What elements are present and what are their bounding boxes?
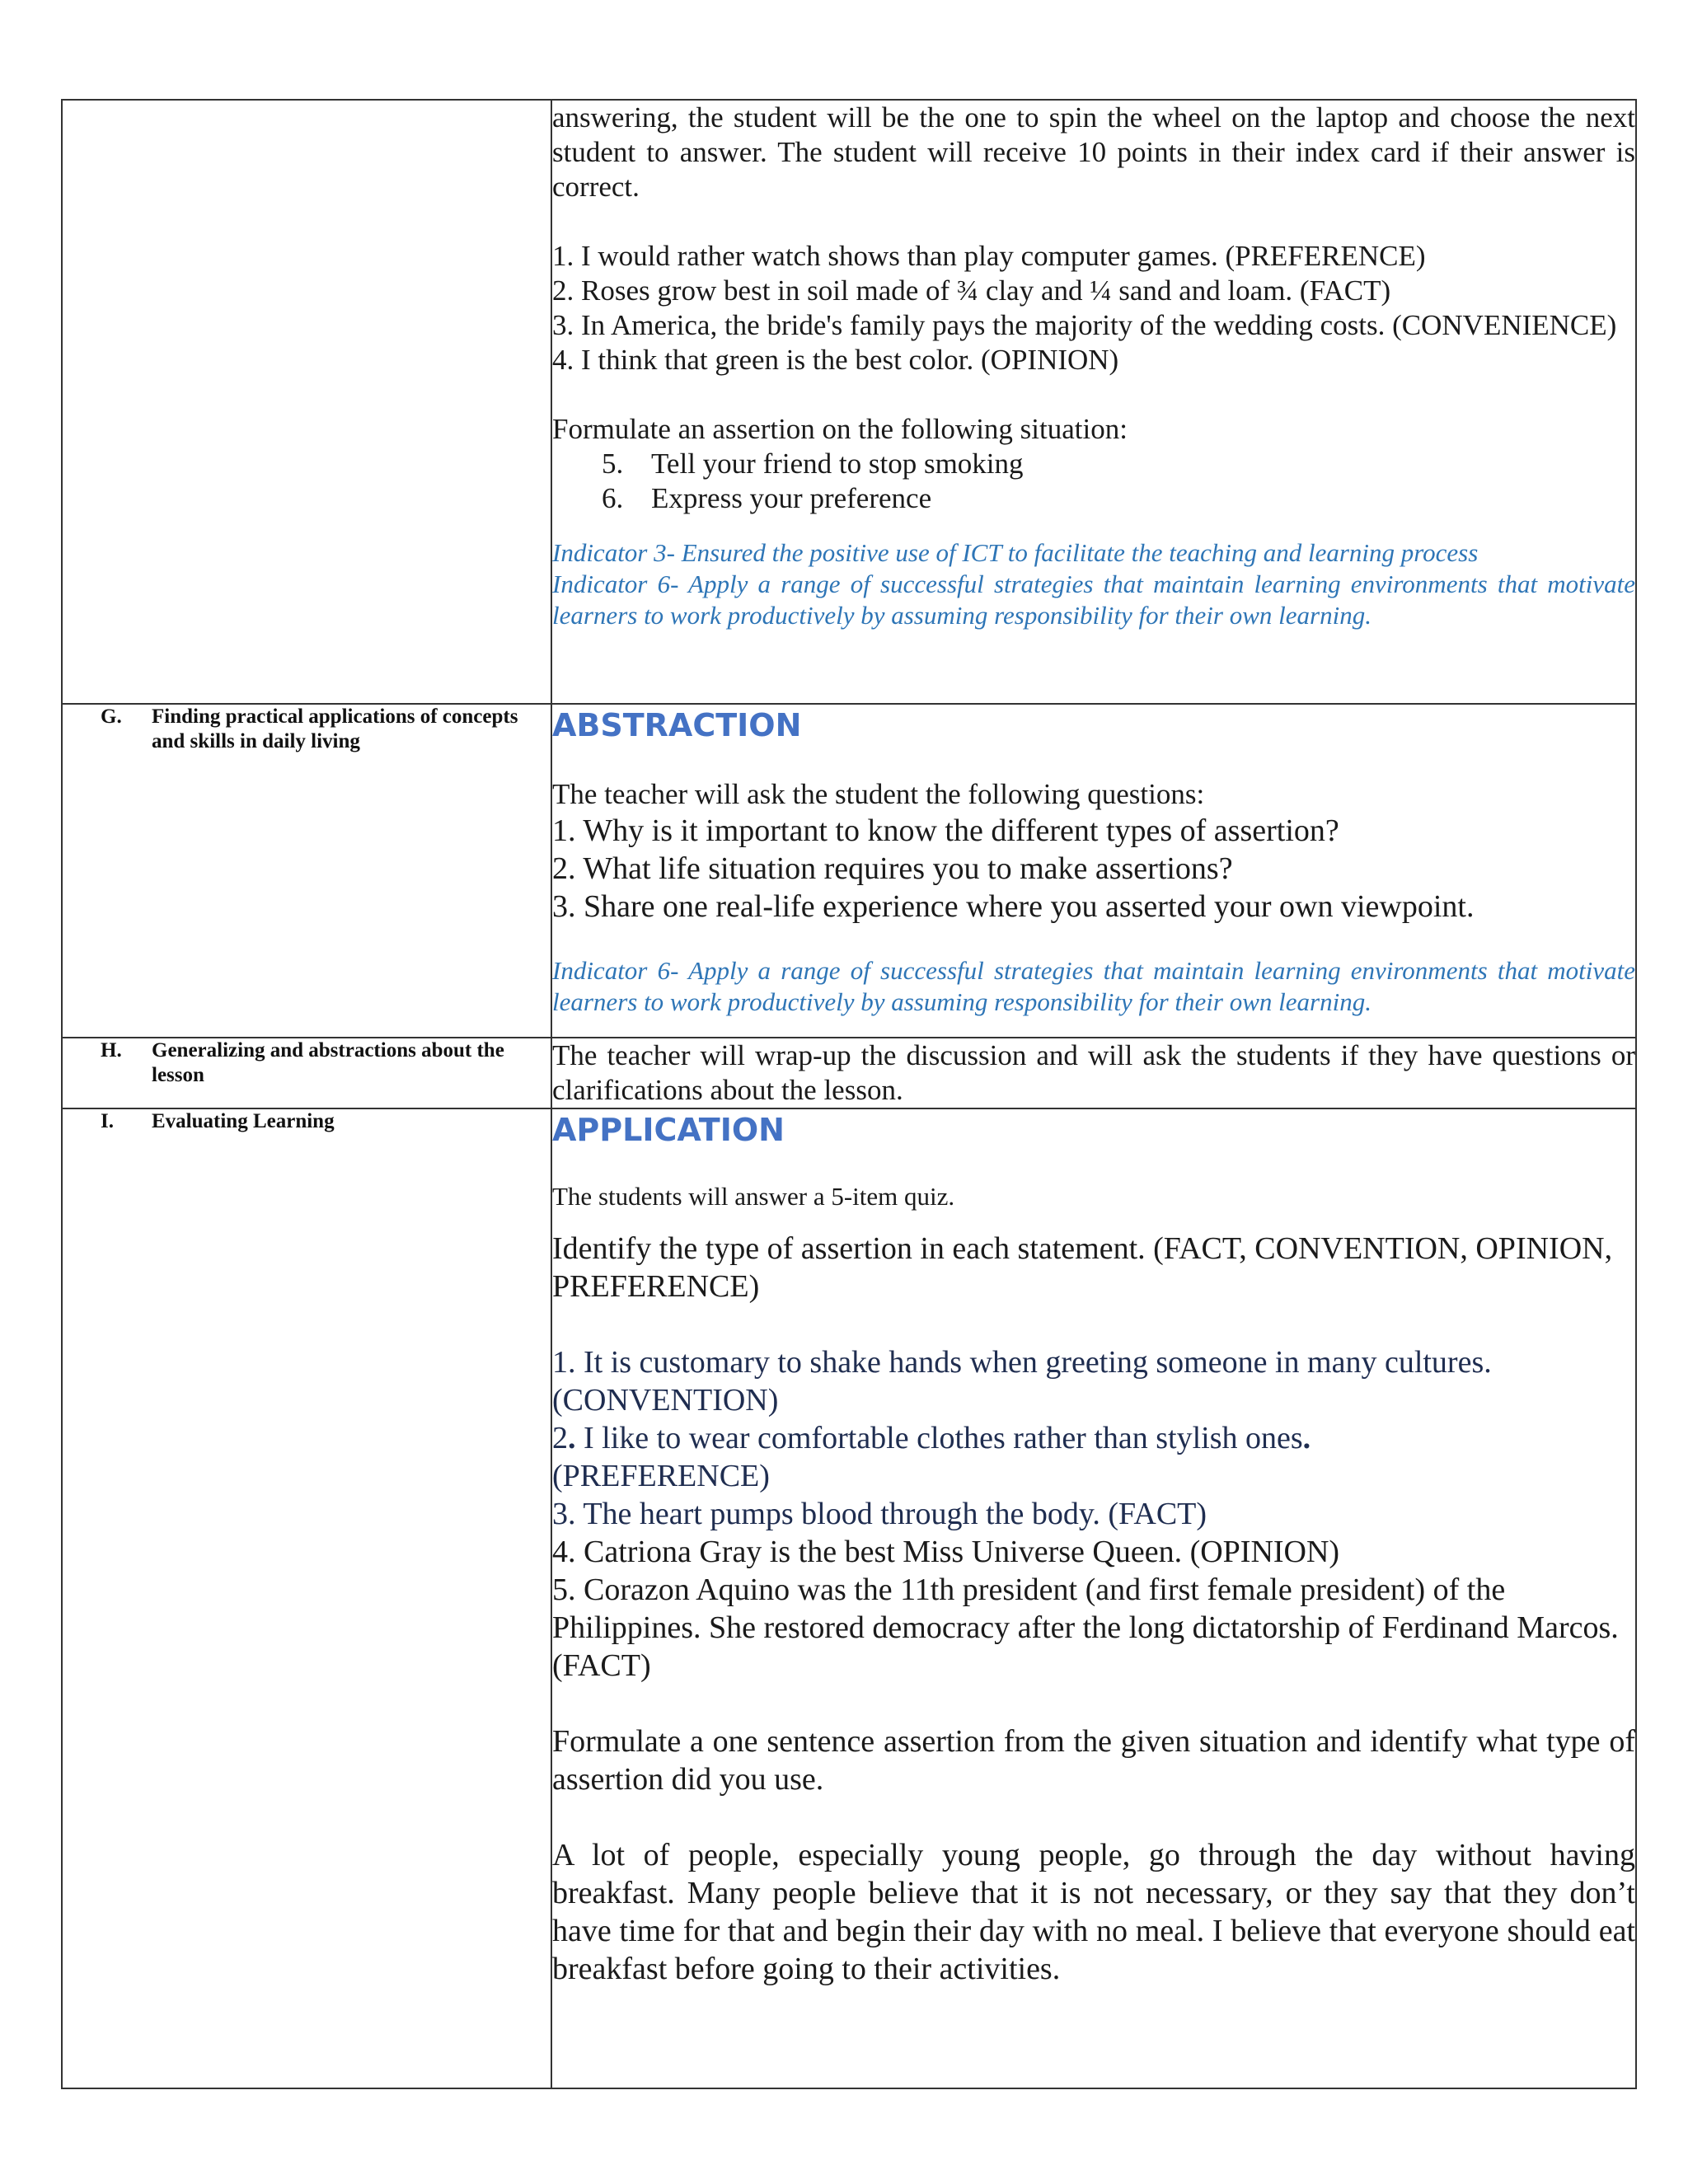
section-title-abstraction: ABSTRACTION: [552, 707, 802, 743]
table-row-h: [62, 1038, 1636, 1108]
list-item-number: 5.: [602, 448, 624, 480]
list-item-text: Express your preference: [651, 482, 932, 514]
situation-paragraph: A lot of people, especially young people, go through the day without having breakfast. Many people believe that it is not necessary, or they say that they don’t have time for that and begin their day with no meal. I believe that everyone should eat breakfast before going to their activities.: [552, 1838, 1635, 1986]
left-cell-empty: [62, 100, 551, 704]
row-label: Evaluating Learning: [152, 1110, 335, 1132]
quiz-item-answer: (PREFERENCE): [552, 1459, 770, 1493]
question-prompt: The teacher will ask the student the following questions:: [552, 778, 1205, 810]
lesson-plan-table: [61, 99, 1637, 2089]
quiz-intro: The students will answer a 5-item quiz.: [552, 1182, 955, 1211]
situation-list: [552, 447, 1635, 516]
list-item-text: Tell your friend to stop smoking: [651, 448, 1024, 480]
formulate-instruction: Formulate an assertion on the following situation:: [552, 413, 1128, 445]
quiz-item: 3. The heart pumps blood through the body. (FACT): [552, 1497, 1207, 1531]
indicator-note: Indicator 6- Apply a range of successful strategies that maintain learning environments that motivate learners to work productively by assuming responsibility for their own learning.: [552, 956, 1635, 1016]
row-label: Generalizing and abstractions about the lesson: [152, 1039, 504, 1086]
statement-item: 1. I would rather watch shows than play computer games. (PREFERENCE): [552, 240, 1426, 272]
right-cell-i: [551, 1108, 1636, 2088]
quiz-item-text: I like to wear comfortable clothes rather than stylish ones: [575, 1421, 1303, 1455]
question-item: 1. Why is it important to know the different types of assertion?: [552, 813, 1339, 848]
identify-instruction: Identify the type of assertion in each statement. (FACT, CONVENTION, OPINION, PREFERENCE): [552, 1231, 1613, 1304]
left-cell-h: [62, 1038, 551, 1108]
right-cell-continuation: [551, 100, 1636, 704]
statement-item: 4. I think that green is the best color. (OPINION): [552, 344, 1119, 376]
section-title-application: APPLICATION: [552, 1112, 785, 1148]
row-label: Finding practical applications of concepts and skills in daily living: [152, 705, 518, 752]
left-cell-i: [62, 1108, 551, 2088]
wrap-up-text: The teacher will wrap-up the discussion and will ask the students if they have questions or clarifications about the lesson.: [552, 1039, 1635, 1106]
row-letter: G.: [101, 705, 122, 728]
statement-item: 3. In America, the bride's family pays the majority of the wedding costs. (CONVENIENCE): [552, 309, 1617, 341]
indicator-note: Indicator 6- Apply a range of successful strategies that maintain learning environments that motivate learners to work productively by assuming responsibility for their own learning.: [552, 569, 1635, 630]
question-item: 2. What life situation requires you to make assertions?: [552, 851, 1233, 886]
table-row-g: [62, 704, 1636, 1038]
table-row-i: [62, 1108, 1636, 2088]
quiz-item: 5. Corazon Aquino was the 11th president (and first female president) of the Philippines. She restored democracy after the long dictatorship of Ferdinand Marcos. (FACT): [552, 1572, 1619, 1683]
formulate-instruction: Formulate a one sentence assertion from the given situation and identify what type of assertion did you use.: [552, 1724, 1635, 1797]
question-item: 3. Share one real-life experience where you asserted your own viewpoint.: [552, 889, 1475, 924]
list-item: [602, 447, 1635, 481]
indicator-note: Indicator 3- Ensured the positive use of ICT to facilitate the teaching and learning process: [552, 538, 1479, 567]
right-cell-g: [551, 704, 1636, 1038]
statement-item: 2. Roses grow best in soil made of ¾ clay and ¼ sand and loam. (FACT): [552, 274, 1391, 307]
quiz-item: [552, 1419, 1635, 1457]
list-item-number: 6.: [602, 482, 624, 514]
table-row-continuation: [62, 100, 1636, 704]
list-item: [602, 481, 1635, 516]
left-cell-g: [62, 704, 551, 1038]
row-letter: I.: [101, 1110, 114, 1132]
quiz-item-number: 2: [552, 1421, 568, 1455]
quiz-item-dot: .: [568, 1421, 576, 1455]
quiz-item: 4. Catriona Gray is the best Miss Universe Queen. (OPINION): [552, 1535, 1340, 1569]
row-letter: H.: [101, 1039, 122, 1062]
right-cell-h: [551, 1038, 1636, 1108]
quiz-item-end: .: [1302, 1421, 1311, 1455]
continuation-intro: answering, the student will be the one to spin the wheel on the laptop and choose the next student to answer. The student will receive 10 points in their index card if their answer is correct.: [552, 101, 1635, 203]
quiz-item: 1. It is customary to shake hands when greeting someone in many cultures. (CONVENTION): [552, 1345, 1492, 1418]
